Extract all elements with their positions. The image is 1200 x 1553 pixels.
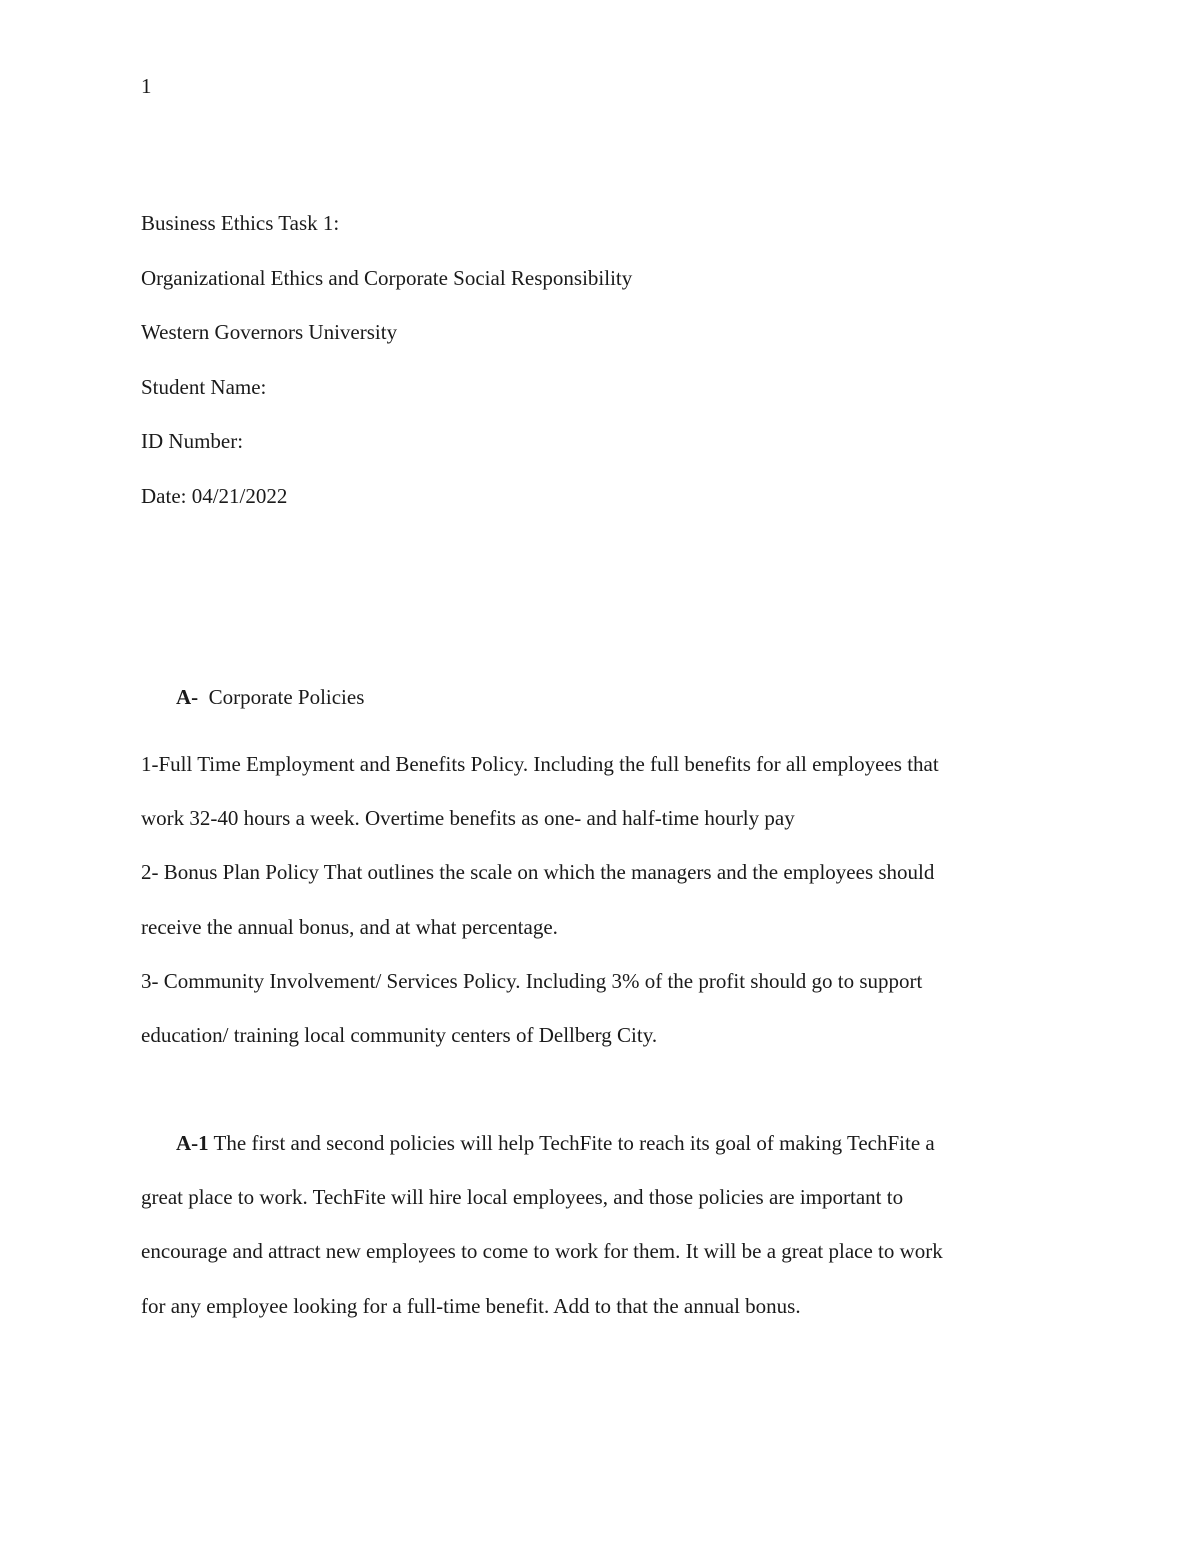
policy-line: 1-Full Time Employment and Benefits Policy. Including the full benefits for all employees that <box>141 752 939 776</box>
student-name-line: Student Name: <box>141 374 267 399</box>
policy-line: work 32-40 hours a week. Overtime benefits as one- and half-time hourly pay <box>141 806 795 831</box>
section-a-label: A- <box>176 685 199 709</box>
section-a-title: Corporate Policies <box>208 685 365 709</box>
policy-line: education/ training local community centers of Dellberg City. <box>141 1022 658 1047</box>
policy-line: receive the annual bonus, and at what percentage. <box>141 914 558 939</box>
id-number-line: ID Number: <box>141 429 244 453</box>
paragraph-line-text: The first and second policies will help TechFite to reach its goal of making TechFite a <box>213 1131 935 1155</box>
assignment-title: Business Ethics Task 1: <box>141 211 340 235</box>
assignment-subtitle: Organizational Ethics and Corporate Social Responsibility <box>141 265 633 290</box>
university-name: Western Governors University <box>141 320 398 344</box>
policy-line: 2- Bonus Plan Policy That outlines the scale on which the managers and the employees should <box>141 860 935 885</box>
section-a1-paragraph <box>141 1116 1061 1333</box>
section-a1-label: A-1 <box>176 1131 209 1155</box>
paragraph-line: for any employee looking for a full-time benefit. Add to that the annual bonus. <box>141 1293 801 1318</box>
title-block <box>141 196 1061 523</box>
paragraph-line <box>141 1116 1061 1170</box>
policies-list <box>141 737 1061 1062</box>
paragraph-line: encourage and attract new employees to come to work for them. It will be a great place to work <box>141 1239 943 1264</box>
page-number: 1 <box>141 74 152 98</box>
date-line: Date: 04/21/2022 <box>141 483 288 508</box>
paragraph-line: great place to work. TechFite will hire local employees, and those policies are important to <box>141 1185 904 1210</box>
policy-line: 3- Community Involvement/ Services Policy. Including 3% of the profit should go to support <box>141 968 923 993</box>
section-a-heading <box>176 682 364 712</box>
